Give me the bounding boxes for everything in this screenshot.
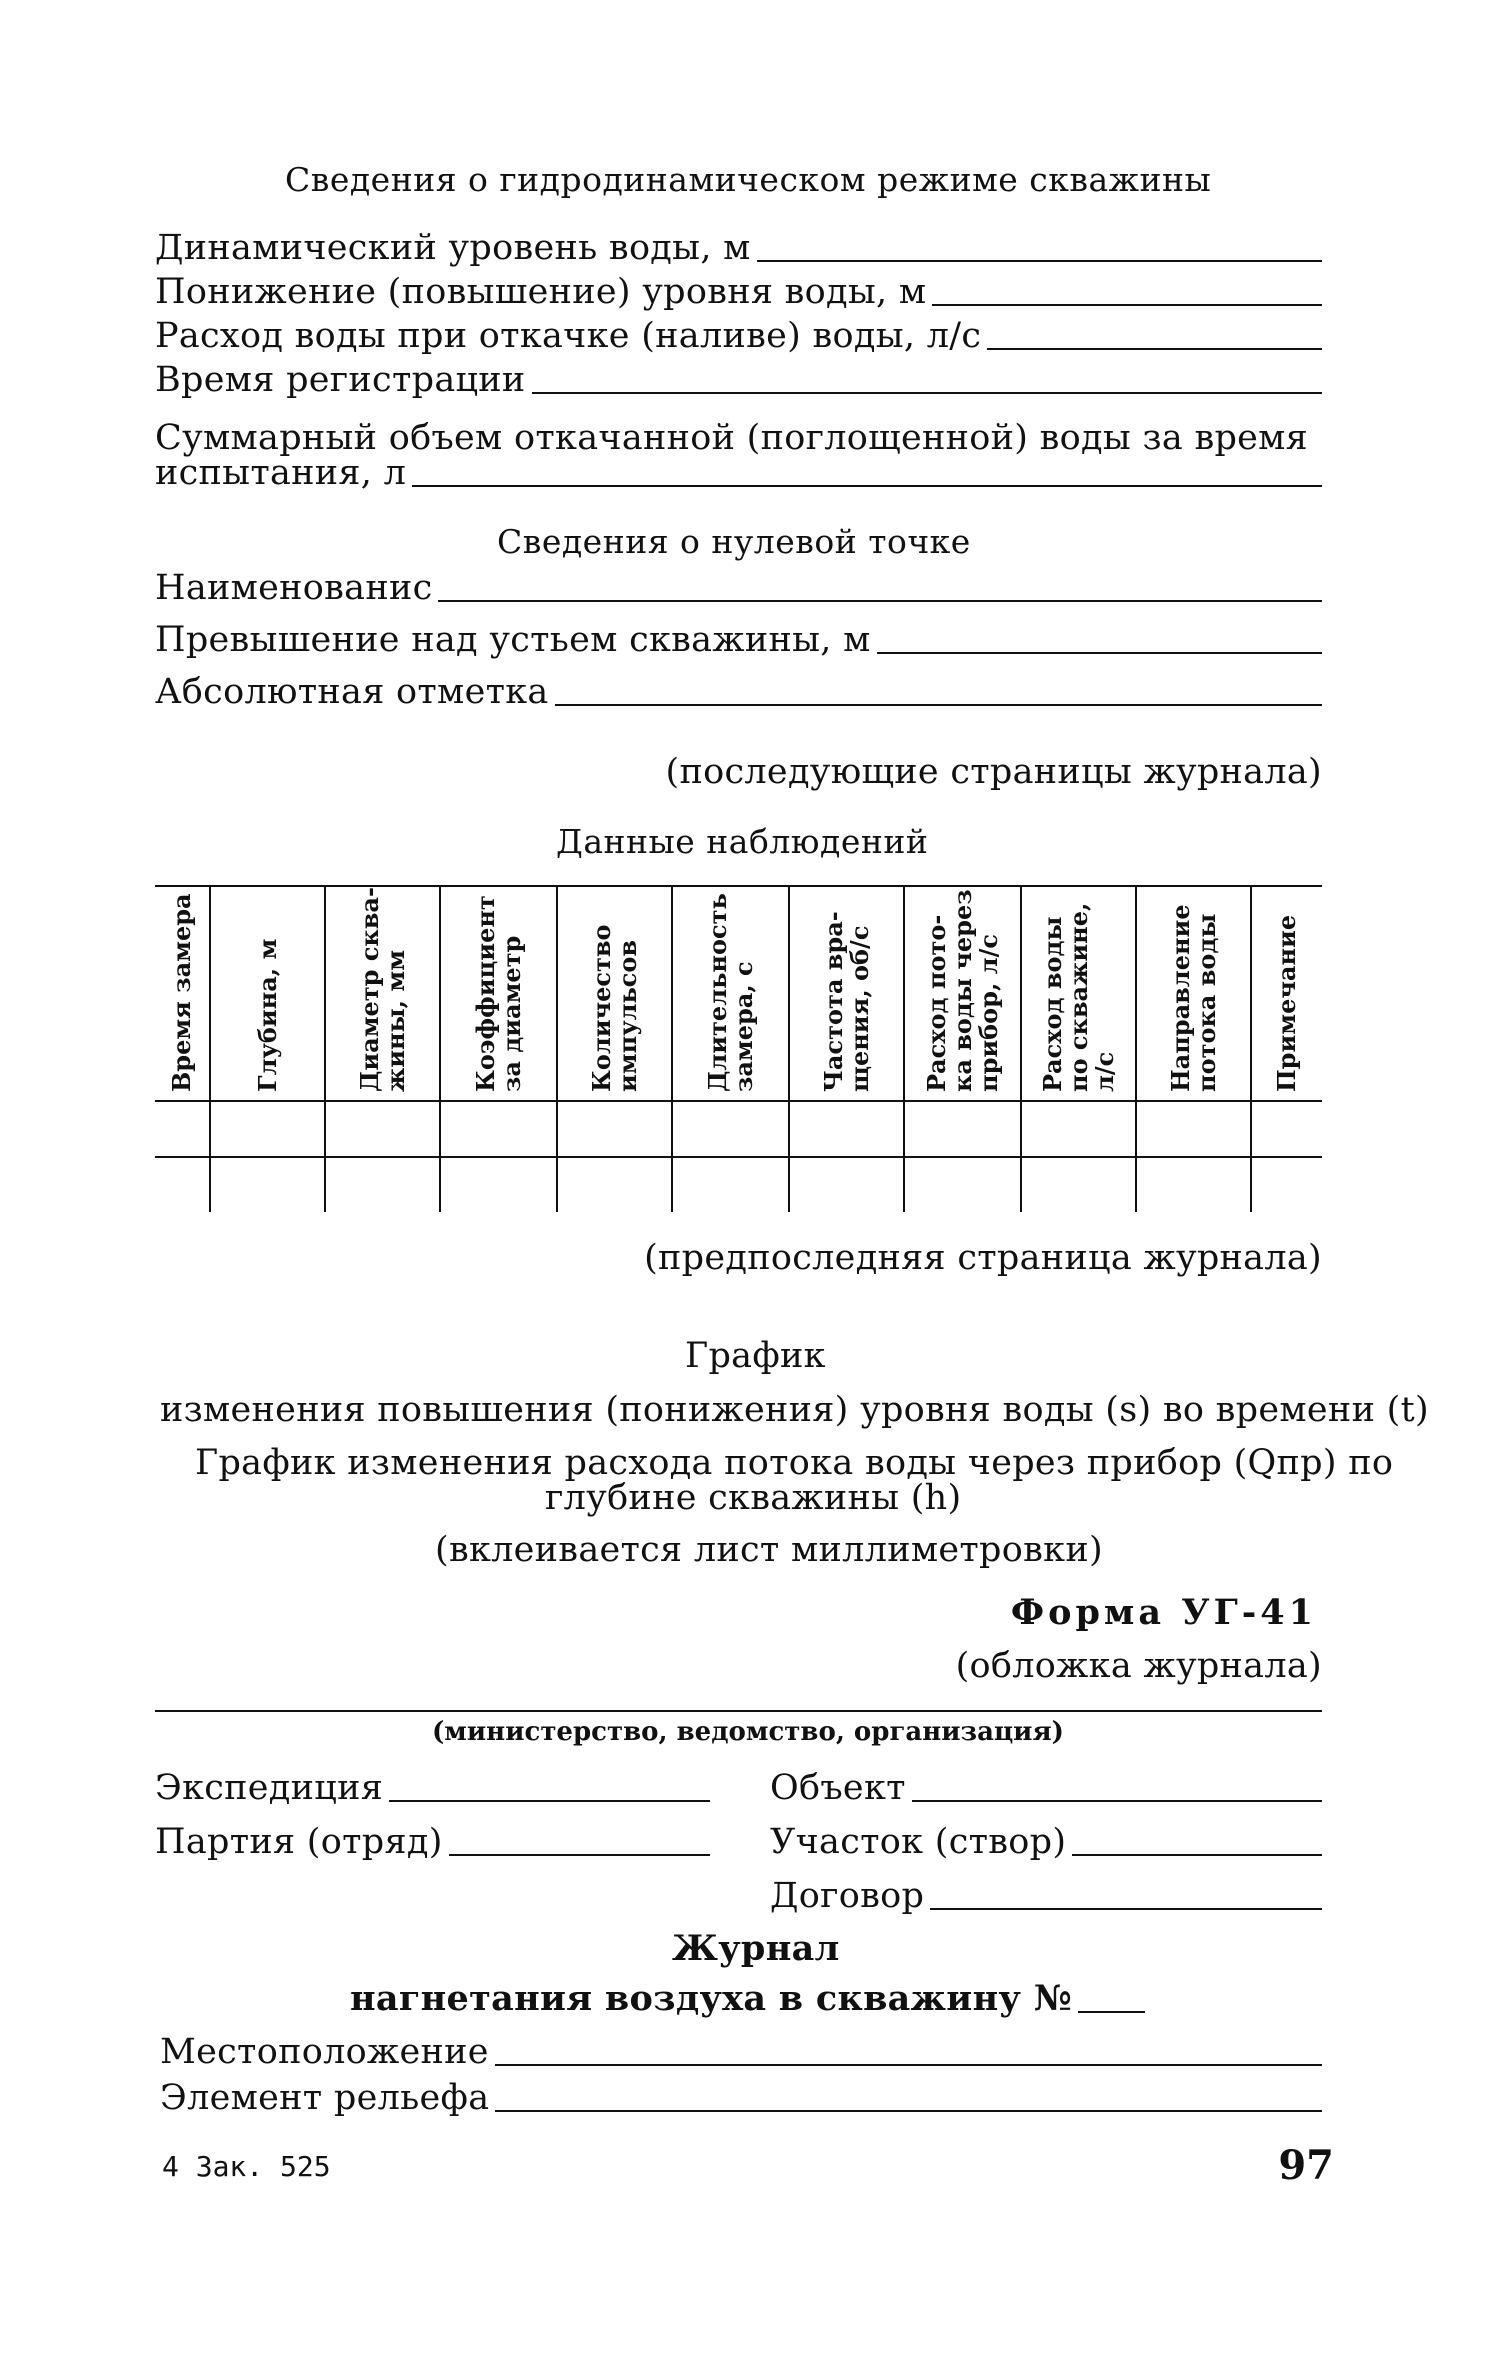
col-header-text: Диаметр сква- жины, мм <box>354 887 410 1092</box>
field-contract <box>770 1876 1322 1916</box>
col-header-text: Расход воды по скважине, л/с <box>1037 902 1119 1092</box>
journal-title: Журнал <box>672 1928 840 1969</box>
field-label: Местоположение <box>160 2032 489 2072</box>
field-registration-time <box>155 360 1322 400</box>
field-label: испытания, л <box>155 453 407 493</box>
fill-line[interactable] <box>912 1800 1322 1802</box>
table-row <box>155 1157 1322 1212</box>
order-number: 4 Зак. 525 <box>162 2150 331 2183</box>
field-label: Расход воды при откачке (наливе) воды, л/с <box>155 316 982 356</box>
table-cell[interactable] <box>672 1101 789 1157</box>
field-name <box>155 568 1322 608</box>
table-cell[interactable] <box>557 1157 672 1212</box>
table-row <box>155 1101 1322 1157</box>
col-header <box>440 885 557 1101</box>
table-cell[interactable] <box>325 1157 440 1212</box>
field-dynamic-level <box>155 228 1322 268</box>
field-relief <box>160 2078 1322 2118</box>
table-cell[interactable] <box>1136 1157 1251 1212</box>
table-cell[interactable] <box>789 1157 904 1212</box>
fill-line[interactable] <box>412 485 1322 487</box>
penultimate-note: (предпоследняя страница журнала) <box>644 1238 1322 1278</box>
graph-title: График <box>685 1336 826 1376</box>
table-cell[interactable] <box>1021 1101 1136 1157</box>
col-header <box>155 885 210 1101</box>
table-cell[interactable] <box>1251 1101 1322 1157</box>
col-header <box>904 885 1021 1101</box>
fill-line[interactable] <box>1078 2011 1145 2013</box>
fill-line[interactable] <box>987 348 1322 350</box>
fill-line[interactable] <box>438 600 1322 602</box>
table-cell[interactable] <box>672 1157 789 1212</box>
form-cover: (обложка журнала) <box>955 1646 1322 1686</box>
table-cell[interactable] <box>789 1101 904 1157</box>
field-label: Превышение над устьем скважины, м <box>155 620 871 660</box>
field-label: Элемент рельефа <box>160 2078 490 2118</box>
table-cell[interactable] <box>1251 1157 1322 1212</box>
field-label: нагнетания воздуха в скважину № <box>350 1978 1073 2019</box>
fill-line[interactable] <box>495 2064 1322 2066</box>
field-absolute-mark <box>155 672 1322 712</box>
col-header <box>210 885 325 1101</box>
col-header-text: Примечание <box>1272 914 1302 1092</box>
field-label: Абсолютная отметка <box>155 672 549 712</box>
table-cell[interactable] <box>155 1157 210 1212</box>
col-header-text: Коэффициент за диаметр <box>470 895 526 1092</box>
col-header-text: Время замера <box>167 893 197 1092</box>
summary-line1: Суммарный объем откачанной (поглощенной) воды за время <box>155 418 1309 458</box>
col-header-text: Частота вра- щения, об/с <box>818 911 874 1092</box>
graph-line4: (вклеивается лист миллиметровки) <box>435 1530 1103 1570</box>
field-label: Понижение (повышение) уровня воды, м <box>155 272 927 312</box>
fill-line[interactable] <box>1072 1854 1322 1856</box>
field-section <box>770 1822 1322 1862</box>
table-cell[interactable] <box>904 1101 1021 1157</box>
col-header <box>672 885 789 1101</box>
table-cell[interactable] <box>155 1101 210 1157</box>
graph-line2: График изменения расхода потока воды через прибор (Qпр) по <box>195 1443 1394 1483</box>
fill-line[interactable] <box>389 1800 710 1802</box>
hydro-title: Сведения о гидродинамическом режиме скважины <box>285 160 1212 199</box>
fill-line[interactable] <box>757 260 1322 262</box>
field-location <box>160 2032 1322 2072</box>
org-caption: (министерство, ведомство, организация) <box>432 1717 1064 1747</box>
form-name: Форма УГ-41 <box>1010 1592 1317 1633</box>
col-header-text: Количество импульсов <box>586 924 642 1092</box>
field-party <box>155 1822 710 1862</box>
col-header-text: Расход пото- ка воды через прибор, л/с <box>921 889 1003 1092</box>
field-well-number <box>350 1978 1145 2019</box>
table-cell[interactable] <box>440 1157 557 1212</box>
table-cell[interactable] <box>1136 1101 1251 1157</box>
page-number: 97 <box>1278 2142 1334 2189</box>
table-cell[interactable] <box>904 1157 1021 1212</box>
field-label: Время регистрации <box>155 360 526 400</box>
org-line[interactable] <box>155 1710 1322 1712</box>
field-label: Участок (створ) <box>770 1822 1067 1862</box>
fill-line[interactable] <box>930 1908 1322 1910</box>
field-flow-rate <box>155 316 1322 356</box>
table-cell[interactable] <box>210 1101 325 1157</box>
col-header-text: Направление потока воды <box>1165 904 1221 1092</box>
observations-table <box>155 885 1322 1212</box>
field-drawdown <box>155 272 1322 312</box>
fill-line[interactable] <box>555 704 1322 706</box>
col-header <box>1251 885 1322 1101</box>
field-label: Экспедиция <box>155 1768 384 1808</box>
fill-line[interactable] <box>495 2110 1322 2112</box>
field-object <box>770 1768 1322 1808</box>
col-header <box>1136 885 1251 1101</box>
fill-line[interactable] <box>932 304 1322 306</box>
fill-line[interactable] <box>532 392 1322 394</box>
field-label: Динамический уровень воды, м <box>155 228 751 268</box>
field-summary-volume <box>155 453 1322 493</box>
field-elevation <box>155 620 1322 660</box>
graph-line1: изменения повышения (понижения) уровня воды (s) во времени (t) <box>160 1390 1429 1430</box>
next-pages-note: (последующие страницы журнала) <box>665 752 1322 792</box>
col-header <box>1021 885 1136 1101</box>
col-header <box>789 885 904 1101</box>
table-header-row <box>155 885 1322 1101</box>
field-label: Договор <box>770 1876 925 1916</box>
field-label: Наименованис <box>155 568 433 608</box>
col-header <box>557 885 672 1101</box>
table-cell[interactable] <box>210 1157 325 1212</box>
table-cell[interactable] <box>557 1101 672 1157</box>
fill-line[interactable] <box>877 652 1322 654</box>
zero-point-title: Сведения о нулевой точке <box>497 522 971 561</box>
field-label: Партия (отряд) <box>155 1822 443 1862</box>
table-cell[interactable] <box>440 1101 557 1157</box>
field-expedition <box>155 1768 710 1808</box>
field-label: Объект <box>770 1768 906 1808</box>
observations-title: Данные наблюдений <box>556 822 929 861</box>
table-cell[interactable] <box>325 1101 440 1157</box>
table-cell[interactable] <box>1021 1157 1136 1212</box>
graph-line3: глубине скважины (h) <box>545 1478 962 1518</box>
col-header <box>325 885 440 1101</box>
col-header-text: Глубина, м <box>252 938 282 1092</box>
col-header-text: Длительность замера, с <box>702 893 758 1092</box>
fill-line[interactable] <box>449 1854 710 1856</box>
